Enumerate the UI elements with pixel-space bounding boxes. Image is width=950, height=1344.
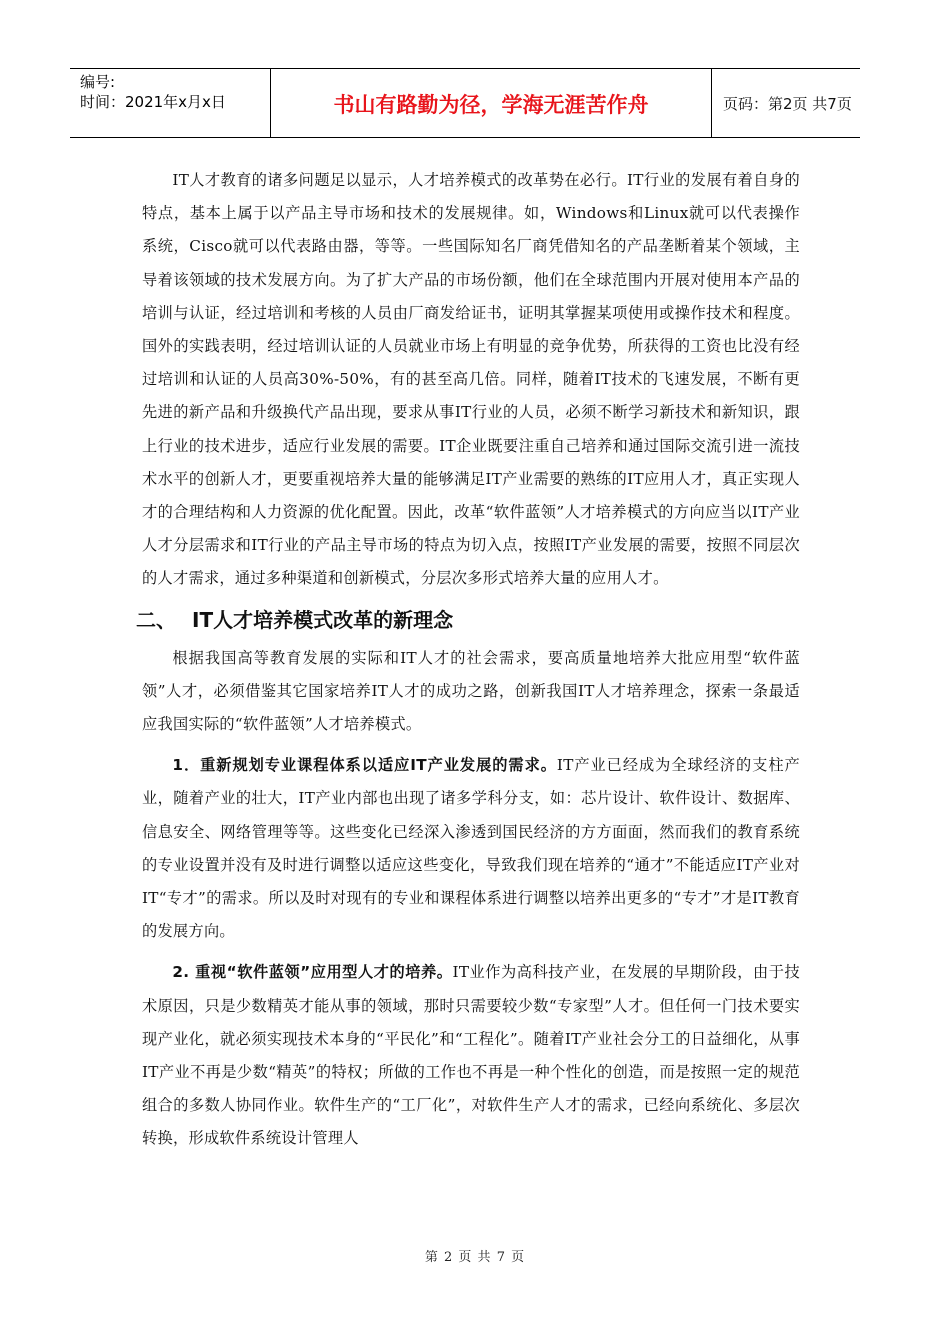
- motto-text: 书山有路勤为径，学海无涯苦作舟: [333, 93, 649, 117]
- document-header: [70, 68, 860, 138]
- header-page-number: 页码：第2页 共7页: [723, 95, 852, 113]
- intro-paragraph: IT人才教育的诸多问题足以显示，人才培养模式的改革势在必行。IT行业的发展有着自身的特点，基本上属于以产品主导市场和技术的发展规律。如，Windows和Linux就可以代表操作系统，Cisco就可以代表路由器，等等。一些国际知名厂商凭借知名的产品垄断着某个领域，主导着该领域的技术发展方向。为了扩大产品的市场份额，他们在全球范围内开展对使用本产品的培训与认证，经过培训和考核的人员由厂商发给证书，证明其掌握某项使用或操作技术和程度。国外的实践表明，经过培训认证的人员就业市场上有明显的竞争优势，所获得的工资也比没有经过培训和认证的人员高30%-50%，有的甚至高几倍。同样，随着IT技术的飞速发展，不断有更先进的新产品和升级换代产品出现，要求从事IT行业的人员，必须不断学习新技术和新知识，跟上行业的技术进步，适应行业发展的需要。IT企业既要注重自己培养和通过国际交流引进一流技术水平的创新人才，更要重视培养大量的能够满足IT产业需要的熟练的IT应用人才，真正实现人才的合理结构和人力资源的优化配置。因此，改革“软件蓝领”人才培养模式的方向应当以IT产业人才分层需求和IT行业的产品主导市场的特点为切入点，按照IT产业发展的需要，按照不同层次的人才需求，通过多种渠道和创新模式，分层次多形式培养大量的应用人才。: [142, 171, 800, 588]
- list-item-1-lead: 1．重新规划专业课程体系以适应IT产业发展的需求。: [172, 756, 557, 775]
- section-intro-paragraph: 根据我国高等教育发展的实际和IT人才的社会需求，要高质量地培养大批应用型“软件蓝领”人才，必须借鉴其它国家培养IT人才的成功之路，创新我国IT人才培养理念，探索一条最适应我国实际的“软件蓝领”人才培养模式。: [142, 648, 800, 734]
- header-meta-cell: [70, 69, 270, 137]
- header-page-cell: [711, 69, 860, 137]
- section-heading: [136, 602, 800, 638]
- list-item-1: [142, 749, 800, 948]
- document-body: [136, 164, 800, 1156]
- list-item-2-text: IT业作为高科技产业，在发展的早期阶段，由于技术原因，只是少数精英才能从事的领域，那时只需要较少数“专家型”人才。但任何一门技术要实现产业化，就必须实现技术本身的“平民化”和“工程化”。随着IT产业社会分工的日益细化，从事IT产业不再是少数“精英”的特权；所做的工作也不再是一种个性化的创造，而是按照一定的规范组合的多数人协同作业。软件生产的“工厂化”，对软件生产人才的需求，已经向系统化、多层次转换，形成软件系统设计管理人: [142, 963, 800, 1148]
- date-label: 时间：2021年x月x日: [80, 93, 226, 111]
- page-footer: 第 2 页 共 7 页: [424, 1250, 526, 1265]
- header-motto-cell: [270, 69, 712, 137]
- list-item-2: [142, 956, 800, 1155]
- list-item-2-lead: 2. 重视“软件蓝领”应用型人才的培养。: [172, 963, 453, 982]
- section-number: 二、: [136, 607, 176, 632]
- serial-number-label: 编号:: [80, 73, 116, 91]
- list-item-1-text: IT产业已经成为全球经济的支柱产业，随着产业的壮大，IT产业内部也出现了诸多学科分支，如：芯片设计、软件设计、数据库、信息安全、网络管理等等。这些变化已经深入渗透到国民经济的方方面面，然而我们的教育系统的专业设置并没有及时进行调整以适应这些变化，导致我们现在培养的“通才”不能适应IT产业对IT“专才”的需求。所以及时对现有的专业和课程体系进行调整以培养出更多的“专才”才是IT教育的发展方向。: [142, 756, 800, 941]
- section-title: IT人才培养模式改革的新理念: [192, 607, 454, 632]
